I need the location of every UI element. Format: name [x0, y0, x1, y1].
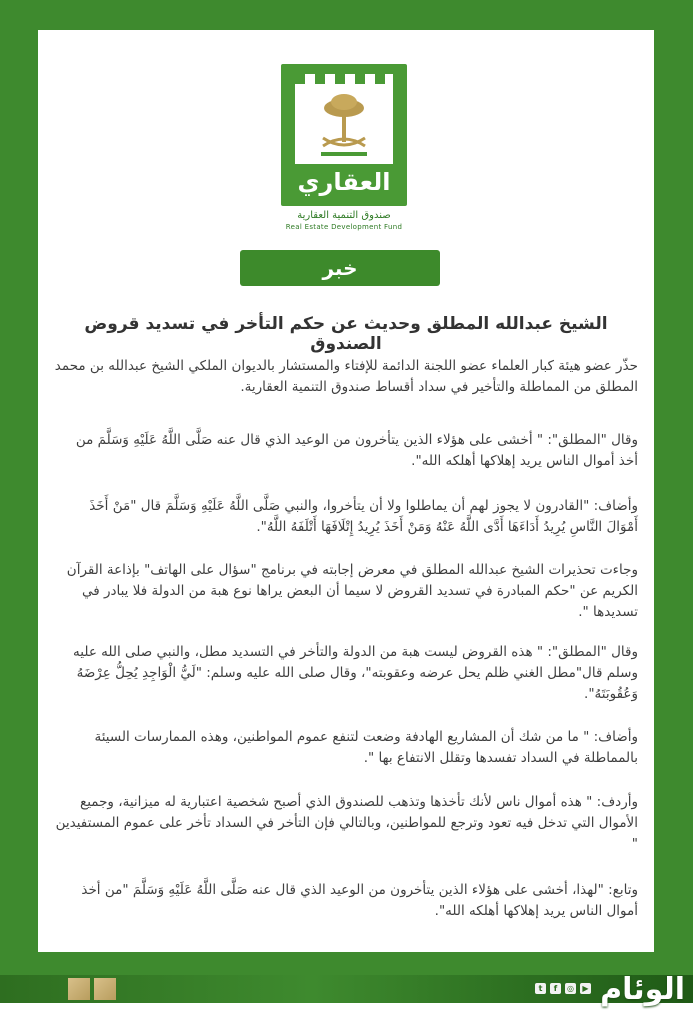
- news-badge: خبر: [240, 250, 440, 286]
- paragraph-8: وتابع: "لهذا، أخشى على هؤلاء الذين يتأخرون من الوعيد الذي قال عنه صَلَّى اللَّهُ عَلَيْهِ وَسَلَّمَ "من أخذ أموال الناس يريد إهلاكها أهلكه الله".: [81, 882, 638, 919]
- paragraph-1: حذّر عضو هيئة كبار العلماء عضو اللجنة الدائمة للإفتاء والمستشار بالديوان الملكي الشيخ عبدالله بن محمد المطلق من المماطلة والتأخير في سداد أقساط صندوق التنمية العقارية.: [54, 358, 638, 395]
- youtube-icon[interactable]: ▶: [580, 983, 591, 994]
- footer-bar: [0, 975, 693, 1024]
- gold-tile: [68, 978, 90, 1000]
- social-icons: [535, 983, 591, 994]
- logo-emblem: [295, 74, 393, 164]
- facebook-icon[interactable]: f: [550, 983, 561, 994]
- fund-logo: [281, 64, 407, 206]
- paragraph-6: وأضاف: " ما من شك أن المشاريع الهادفة وضعت لتنفع عموم المواطنين، وهذه الممارسات السيئة بالمماطلة في السداد تفسدها وتقلل الانتفاع بها ".: [94, 729, 638, 766]
- logo-subtitle-english: Real Estate Development Fund: [285, 223, 403, 231]
- paragraph-3: وأضاف: "القادرون لا يجوز لهم أن يماطلوا ولا أن يتأخروا، والنبي صَلَّى اللَّهُ عَلَيْهِ وَسَلَّمَ قال "مَنْ أَخَذَ أَمْوَالَ النَّاسِ يُرِيدُ أَدَاءَهَا أَدَّى اللَّهُ عَنْهُ وَمَنْ أَخَذَ يُرِيدُ إِتْلَافَهَا أَتْلَفَهُ اللَّهُ".: [89, 498, 638, 535]
- headline: الشيخ عبدالله المطلق وحديث عن حكم التأخر في تسديد قروض الصندوق: [84, 314, 608, 354]
- twitter-icon[interactable]: t: [535, 983, 546, 994]
- paragraph-2: وقال "المطلق": " أخشى على هؤلاء الذين يتأخرون من الوعيد الذي قال عنه صَلَّى اللَّهُ عَلَيْهِ وَسَلَّمَ من أخذ أموال الناس يريد إهلاكها أهلكه الله".: [75, 432, 638, 469]
- brand-logo: الوئام: [600, 972, 685, 1007]
- top-border: [0, 0, 693, 30]
- palm-swords-icon: [319, 88, 369, 158]
- logo-battlement: [295, 74, 393, 84]
- paragraph-5: وقال "المطلق": " هذه القروض ليست هبة من الدولة والتأخر في التسديد مطل، والنبي صلى الله عليه وسلم قال"مطل الغني ظلم يحل عرضه وعقوبته"، وقال صلى الله عليه وسلم: "لَيُّ الْوَاجِدِ يُحِلُّ عِرْضَهُ وَعُقُوبَتَهُ".: [73, 644, 638, 702]
- instagram-icon[interactable]: ◎: [565, 983, 576, 994]
- gold-tile: [94, 978, 116, 1000]
- logo-word: العقاري: [297, 168, 391, 196]
- paragraph-4: وجاءت تحذيرات الشيخ عبدالله المطلق في معرض إجابته في برنامج "سؤال على الهاتف" بإذاعة القرآن الكريم عن "حكم المبادرة في تسديد القروض لا سيما أن البعض يراها نوع هبة من الدولة فلا يبادر في تسديدها ".: [66, 562, 638, 620]
- logo-subtitle-arabic: صندوق التنمية العقارية: [297, 210, 391, 221]
- paragraph-7: وأردف: " هذه أموال ناس لأنك تأخذها وتذهب للصندوق الذي أصبح شخصية اعتبارية له ميزانية، وجميع الأموال التي تدخل فيه تعود وترجع للمواطنين، وبالتالي فإن التأخر في السداد تأخر على عموم المستفيدين ": [55, 794, 638, 852]
- news-card: [38, 30, 654, 952]
